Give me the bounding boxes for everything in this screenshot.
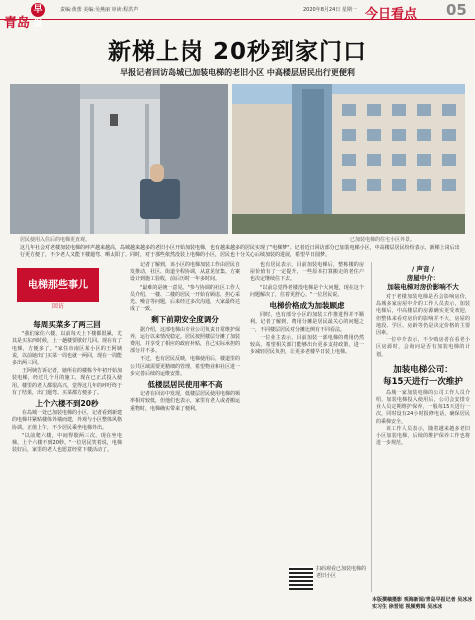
feature-label-title: 电梯那些事儿 [28,280,88,291]
article-column-2 [130,262,240,618]
qr-caption: 扫码观看已加装电梯的老旧小区 [316,566,367,579]
photo-caption-right: 已加装电梯的住宅小区外景。 [350,237,416,243]
paragraph: 不过，也有居民反映，电梯使用后，楼道里的公共区域需要更精细的管理，希望物业和社区进一步完善后续的运维安排。 [130,356,241,377]
building-exterior-illustration [232,84,465,234]
paragraph: 同时，也有部分小区的加装工作推进得并不顺利。记者了解到，费用分摊是居民最关心的问题之一，不同楼层居民对分摊比例有不同看法。 [250,312,364,333]
paragraph: 也有居民表示，目前加装电梯后，整栋楼的房屋价值有了一定提升，一些原本打算搬走的老住户也决定继续住下去。 [250,262,364,283]
paragraph: "以前总觉得老楼没电梯是个大问题，现在这个问题解决了，住着更舒心。"一位居民说。 [250,284,364,298]
section-title: 今日看点 [365,7,418,22]
feature-label-sub: 回访 [17,302,99,312]
sidebar-title-1: 房屋中介： [406,274,440,282]
section-heading: 剩下前期安全度调分 [151,315,219,325]
paragraph: 一位业主表示，目前加装一部电梯的费用仍然较高，希望相关部门能够出台更多支持政策，进一步减轻居民负担，让更多老楼早日装上电梯。 [250,334,364,356]
paragraph: 据介绍，这部电梯由专业公司负责日常维护保养，运行以来情况稳定。居民按照楼层分摊了加装费用，并享受了相应的政府补贴，自己实际承担的部分并不多。 [130,326,241,355]
newspaper-logo: 青岛早报 [4,3,45,31]
sidebar-subtitle-1: 加装电梯对房价影响不大 [387,283,459,291]
paragraph: 记者了解到，该小区的电梯加装工作由居民自发推动，社区、街道全程协调，从意见征集、方案设计到施工验收，前后历时一年多时间。 [130,262,241,283]
paragraph: "以前爬六楼，中间得歇两三次，现在坐电梯，上个六楼不到20秒。"一位居民笑着说，电梯装好后，家里的老人也愿意经常下楼活动了。 [12,432,122,454]
editors-line: 责编:黄蕾 美编:吴燕丽 审读:程洪声 [60,7,139,13]
elevator-interior-photo [10,84,228,234]
sidebar-subtitle-2: 每15天进行一次维护 [383,376,463,387]
sidebar-title-2: 加装电梯公司： [393,364,453,375]
sidebar-tag: / 声音 / [411,265,435,273]
section-heading: 电梯价格成为加装顾虑 [269,301,345,311]
page-number: 05 [446,1,467,19]
elevator-interior-illustration [10,84,228,234]
section-heading: 低楼层居民使用率不高 [147,380,223,390]
sidebar-paragraph: 一位中介表示，不少购房者在看老小区房源时，会询问是否有加装电梯的计划。 [376,337,470,358]
lead-paragraph: 这几年社会对老楼加装电梯的呼声越来越高，岛城越来越多的老旧小区开始加装电梯，也有越来越多的居民实现了"电梯梦"。记者近日回访部分已加装电梯小区，中高楼层居民纷纷表示，新梯上岗后出行更方便了，不少老人又能下楼遛弯、晒太阳了。同时，对于那些依然没装上电梯的小区，居民也十分关心后续加装的进展，希望早日圆梦。 [20,245,460,258]
article-column-3 [250,262,364,562]
qr-code-icon[interactable] [289,566,313,590]
subheadline: 早报记者回访岛城已加装电梯的老旧小区 中高楼层居民出行更便利 [120,68,355,77]
paragraph: "我们家住六楼，以前每天上下楼都很累，尤其是买东西时候，上一趟楼要歇好几回。现在有了电梯，方便多了。"家住市南区某小区的王阿姨说，以前她出门买菜一周也就一两回，现在一周能多出两三回。 [12,331,123,367]
paragraph: 王阿姨告诉记者，她所在的楼栋今年初开始加装电梯，经过几个月的施工，现在已正式投入使用。楼里的老人都很高兴，觉得这几年的呼吁终于有了结果，出门遛弯、买菜都方便多了。 [12,368,123,396]
paragraph: 在岛城一处已加装电梯的小区，记者看到新建的电梯井紧贴楼体外墙而建，外观与小区整体风格协调。正值上午，不少居民乘坐电梯外出。 [12,410,123,431]
issue-date: 2020年8月24日 星期一 [303,7,357,13]
article-column-1 [12,318,122,618]
logo-badge: 早报 [31,3,45,17]
section-heading: 上个六楼不到20秒 [35,399,99,409]
byline-credit: 本版撰稿摄影 观海新闻/青岛早报记者 吴冰冰 实习生 徐晋旭 视频剪辑 吴冰冰 [372,597,473,610]
paragraph: 记者在回访中发现，低楼层居民使用电梯的频率相对较低，但他们也表示，家里有老人或者搬运重物时，电梯确实带来了便利。 [130,391,241,412]
paragraph: "最难的是统一意见。"参与协调的社区工作人员介绍，一楼、二楼的居民一开始有顾虑，担心采光、噪音等问题，后来经过多次沟通，大家最终达成了一致。 [130,284,241,313]
feature-label-box [17,268,99,312]
sidebar-paragraph: 岛城一家加装电梯的公司工作人员介绍，加装电梯投入使用后，公司会安排专业人员定期维护保养，一般每15天进行一次，同时设有24小时报修电话，确保居民的乘梯安全。 [376,389,470,425]
sidebar-paragraph: 该工作人员表示，随着越来越多老旧小区加装电梯，后续的维护保养工作也将进一步规范。 [376,425,470,447]
sidebar-divider [371,262,372,592]
section-heading: 每周买菜多了两三回 [33,320,101,329]
photo-caption-left: 居民使用入住后的电梯更直观。 [20,237,91,243]
sidebar-paragraph: 对于老楼加装电梯是否会影响房价，岛城多家房屋中介的工作人员表示，加装电梯后，中高楼层的房源确实更受欢迎，但整体来看对房价的影响并不大，房屋的地段、学区、房龄等仍是决定价格的主要因素。 [376,294,470,337]
building-exterior-photo [232,84,465,234]
headline: 新梯上岗 20秒到家门口 [107,39,367,65]
sidebar [376,264,470,447]
